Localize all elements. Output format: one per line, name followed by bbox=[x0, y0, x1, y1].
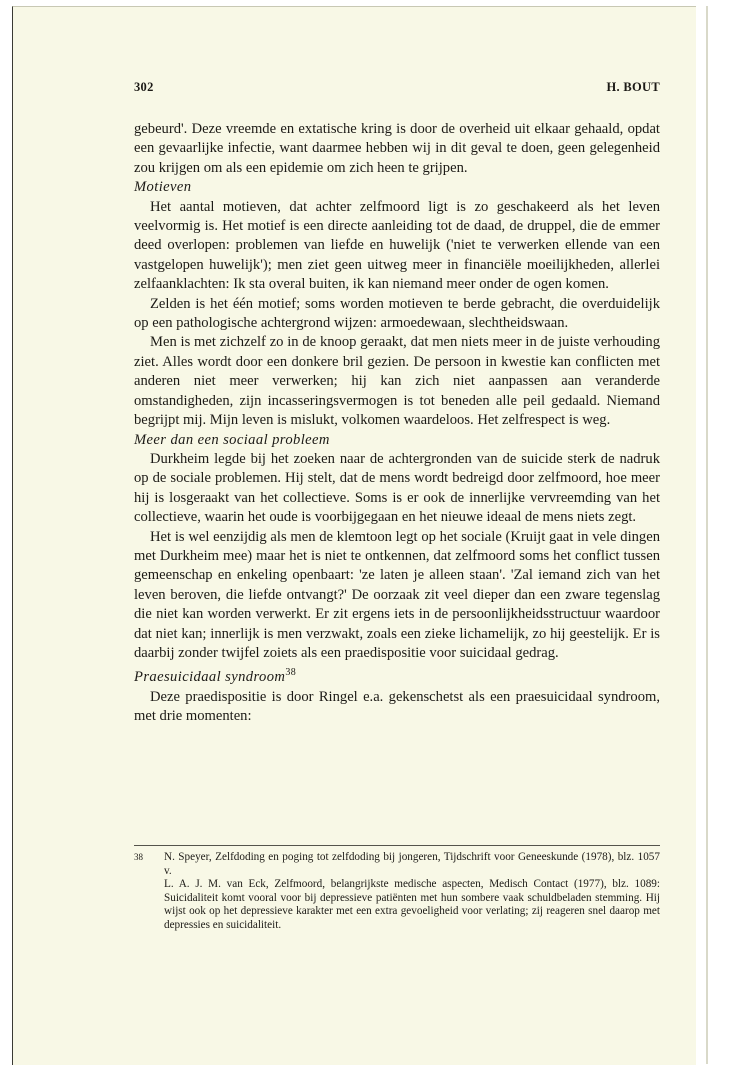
heading-text: Praesuicidaal syndroom bbox=[134, 669, 286, 686]
paragraph: Het is wel eenzijdig als men de klemtoon legt op het sociale (Kruijt gaat in vele dingen met Durkheim mee) maar het is niet te ontkennen, dat zelfmoord soms het conflict tussen gemeenschap en enkeling openbaart: 'ze laten je alleen staan'. 'Zal iemand zich van het leven beroven, die liefde ontvangt?' De oorzaak zit veel dieper dan een zware tegenslag die niet kan worden verwerkt. Er zit ergens iets in de persoonlijkheidsstructuur waardoor dat niet kan; innerlijk is men verzwakt, zoals een zieke lichamelijk, zo hij geestelijk. Er is daarbij zonder twijfel zoiets als een praedispositie voor suicidaal gedrag. bbox=[134, 528, 660, 661]
footnote bbox=[134, 851, 660, 933]
section-heading-praesuicidaal bbox=[134, 663, 660, 687]
paragraph: Het aantal motieven, dat achter zelfmoord ligt is zo geschakeerd als het leven veelvormig is. Het motief is een directe aanleiding tot de daad, de druppel, die de emmer deed overlopen: problemen van liefde en huwelijk ('niet te verwerken ellende van een vastgelopen huwelijk'); men ziet geen uitweg meer in financiële moeilijkheden, allerlei zelfaanklachten: Ik sta overal buiten, ik kan niemand meer onder de ogen komen. bbox=[134, 198, 660, 293]
paragraph-continuation: gebeurd'. Deze vreemde en extatische kring is door de overheid uit elkaar gehaald, opdat een gevaarlijke infectie, want daarmee hebben wij in dit geval te doen, geen gelegenheid zou krijgen om als een epidemie om zich heen te grijpen. bbox=[134, 121, 660, 176]
paragraph: Deze praedispositie is door Ringel e.a. gekenschetst als een praesuicidaal syndroom, met drie momenten: bbox=[134, 688, 660, 725]
body-text bbox=[134, 120, 660, 726]
footnote-number: 38 bbox=[134, 852, 143, 862]
footnote-reference: 38 bbox=[285, 667, 297, 679]
paragraph: Durkheim legde bij het zoeken naar de achtergronden van de suicide sterk de nadruk op de sociale problemen. Hij stelt, dat de mens wordt bedreigd door zelfmoord, hoe meer hij is losgeraakt van het collectieve. Soms is er ook de innerlijke vervreemding van het collectieve, waarin het oude is voorbijgegaan en het nieuwe ideaal de mens niets zegt. bbox=[134, 450, 660, 526]
section-heading-sociaal-probleem: Meer dan een sociaal probleem bbox=[134, 431, 330, 448]
footnote-rule bbox=[134, 845, 660, 846]
paragraph: Zelden is het één motief; soms worden motieven te berde gebracht, die overduidelijk op een pathologische achtergrond wijzen: armoedewaan, slechtheidswaan. bbox=[134, 295, 660, 332]
footnote-entry: L. A. J. M. van Eck, Zelfmoord, belangrijkste medische aspecten, Medisch Contact (1977), blz. 1089: Suicidaliteit komt vooral voor bij depressieve patiënten met hun sombere vaak schuldbeladen stemming. Hij wijst ook op het depressieve karakter met een extra gevoeligheid voor verlating; zij reageren snel daarop met depressies en suicidaliteit. bbox=[164, 878, 660, 931]
running-author: H. BOUT bbox=[606, 80, 660, 94]
page-edge bbox=[706, 6, 708, 1064]
section-heading-motieven: Motieven bbox=[134, 179, 192, 196]
paragraph: Men is met zichzelf zo in de knoop geraakt, dat men niets meer in de juiste verhouding ziet. Alles wordt door een donkere bril gezien. De persoon in kwestie kan conflicten met anderen niet meer verwerken; hij kan zich niet aanpassen aan veranderde omstandigheden, zijn incasseringsvermogen is tot beneden alle peil gedaald. Niemand begrijpt mij. Mijn leven is mislukt, volkomen waardeloos. Het zelfrespect is weg. bbox=[134, 334, 660, 429]
page-number: 302 bbox=[134, 80, 154, 94]
footnote-entry: N. Speyer, Zelfdoding en poging tot zelfdoding bij jongeren, Tijdschrift voor Geneeskunde (1978), blz. 1057 v. bbox=[164, 851, 660, 877]
